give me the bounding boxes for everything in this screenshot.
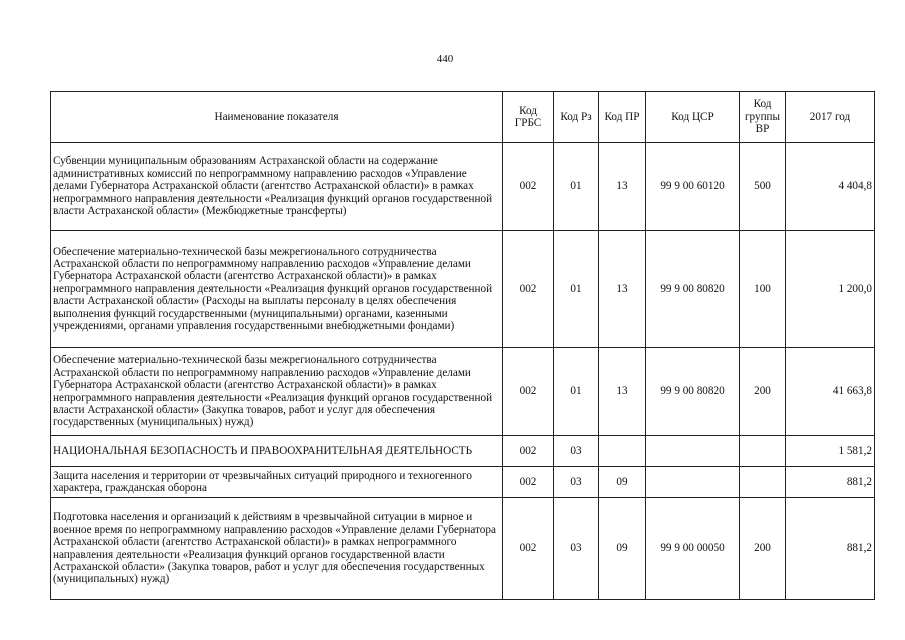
row-pr	[599, 436, 646, 467]
row-rz: 01	[554, 143, 599, 231]
row-grbs: 002	[503, 231, 554, 348]
table-row	[51, 467, 875, 498]
table-row	[51, 231, 875, 348]
row-csr: 99 9 00 60120	[646, 143, 740, 231]
row-pr: 09	[599, 467, 646, 498]
table-header-row	[51, 92, 875, 143]
header-pr: Код ПР	[599, 92, 646, 143]
row-pr: 13	[599, 348, 646, 436]
row-name: Подготовка населения и организаций к действиям в чрезвычайной ситуации в мирное и военное время по непрограммному направлению расходов «Управление делами Губернатора Астраханской области (агентство Астраханской области)» в рамках непрограммного направления деятельности «Реализация функций органов государственной власти Астраханской области» (Закупка товаров, работ и услуг для обеспечения государственных (муниципальных) нужд)	[51, 498, 503, 600]
table-row	[51, 436, 875, 467]
row-grbs: 002	[503, 143, 554, 231]
row-csr: 99 9 00 80820	[646, 231, 740, 348]
table-row	[51, 498, 875, 600]
row-grbs: 002	[503, 436, 554, 467]
row-grbs: 002	[503, 467, 554, 498]
row-name: Обеспечение материально-технической базы межрегионального сотрудничества Астраханской области по непрограммному направлению расходов «Управление делами Губернатора Астраханской области (агентство Астраханской области)» в рамках непрограммного направления деятельности «Реализация функций органов государственной власти Астраханской области» (Закупка товаров, работ и услуг для обеспечения государственных (муниципальных) нужд)	[51, 348, 503, 436]
row-csr	[646, 436, 740, 467]
row-name: Защита населения и территории от чрезвычайных ситуаций природного и техногенного характера, гражданская оборона	[51, 467, 503, 498]
row-amount: 4 404,8	[786, 143, 875, 231]
header-rz: Код Рз	[554, 92, 599, 143]
row-amount: 1 200,0	[786, 231, 875, 348]
row-vr: 500	[740, 143, 786, 231]
row-grbs: 002	[503, 348, 554, 436]
row-pr: 09	[599, 498, 646, 600]
row-pr: 13	[599, 143, 646, 231]
row-vr	[740, 467, 786, 498]
header-year: 2017 год	[786, 92, 875, 143]
row-vr	[740, 436, 786, 467]
header-grbs: Код ГРБС	[503, 92, 554, 143]
row-name: НАЦИОНАЛЬНАЯ БЕЗОПАСНОСТЬ И ПРАВООХРАНИТЕЛЬНАЯ ДЕЯТЕЛЬНОСТЬ	[51, 436, 503, 467]
row-rz: 01	[554, 231, 599, 348]
row-rz: 03	[554, 467, 599, 498]
page-number: 440	[436, 53, 454, 65]
row-amount: 41 663,8	[786, 348, 875, 436]
row-grbs: 002	[503, 498, 554, 600]
row-vr: 100	[740, 231, 786, 348]
row-vr: 200	[740, 498, 786, 600]
row-rz: 03	[554, 436, 599, 467]
row-pr: 13	[599, 231, 646, 348]
row-csr: 99 9 00 80820	[646, 348, 740, 436]
row-amount: 881,2	[786, 498, 875, 600]
row-csr	[646, 467, 740, 498]
row-rz: 01	[554, 348, 599, 436]
row-rz: 03	[554, 498, 599, 600]
header-name: Наименование показателя	[51, 92, 503, 143]
row-amount: 1 581,2	[786, 436, 875, 467]
header-csr: Код ЦСР	[646, 92, 740, 143]
row-name: Субвенции муниципальным образованиям Астраханской области на содержание административных комиссий по непрограммному направлению расходов «Управление делами Губернатора Астраханской области (агентство Астраханской области)» в рамках непрограммного направления деятельности «Реализация функций органов государственной власти Астраханской области» (Межбюджетные трансферты)	[51, 143, 503, 231]
table-row	[51, 143, 875, 231]
row-csr: 99 9 00 00050	[646, 498, 740, 600]
table-row	[51, 348, 875, 436]
row-amount: 881,2	[786, 467, 875, 498]
header-vr: Код группы ВР	[740, 92, 786, 143]
row-vr: 200	[740, 348, 786, 436]
budget-table	[50, 91, 875, 600]
row-name: Обеспечение материально-технической базы межрегионального сотрудничества Астраханской области по непрограммному направлению расходов «Управление делами Губернатора Астраханской области (агентство Астраханской области)» в рамках непрограммного направления деятельности «Реализация функций органов государственной власти Астраханской области» (Расходы на выплаты персоналу в целях обеспечения выполнения функций государственными (муниципальными) органами, казенными учреждениями, органами управления государственными внебюджетными фондами)	[51, 231, 503, 348]
